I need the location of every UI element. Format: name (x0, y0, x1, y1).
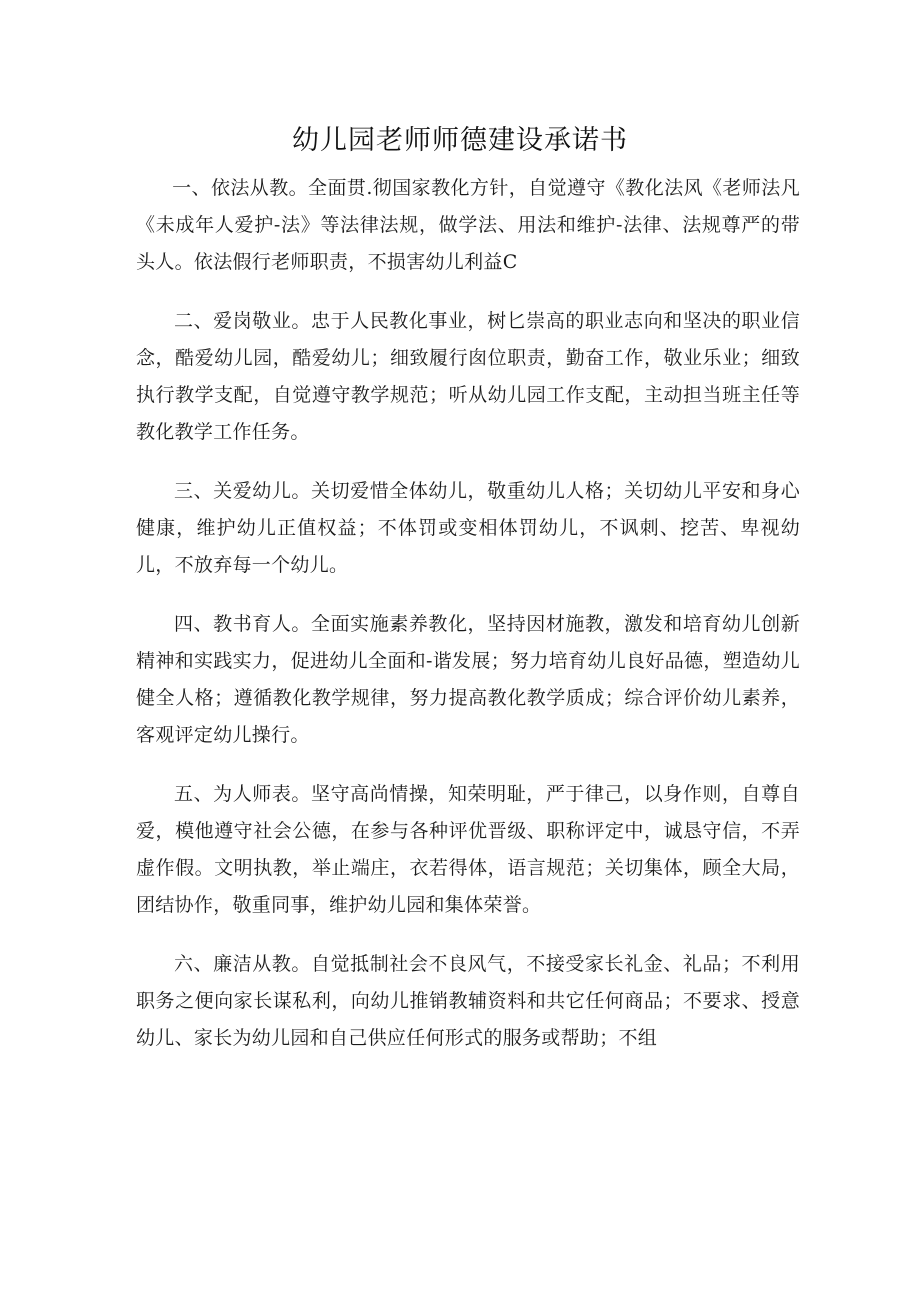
paragraph-education: 四、教书育人。全面实施素养教化，坚持因材施教，激发和培育幼儿创新精神和实践实力，促进幼儿全面和-谐发展；努力培育幼儿良好品德，塑造幼儿健全人格；遵循教化教学规律，努力提高教化教学质成；综合评价幼儿素养，客观评定幼儿操行。 (136, 613, 800, 746)
paragraph-law: 一、依法从教。全面贯.彻国家教化方针，自觉遵守《教化法风《老师法凡《未成年人爱护-法》等法律法规，做学法、用法和维护-法律、法规尊严的带头人。依法假行老师职责，不损害幼儿利益C (136, 177, 800, 273)
paragraph-care: 三、关爱幼儿。关切爱惜全体幼儿，敬重幼儿人格；关切幼儿平安和身心健康，维护幼儿正值权益；不体罚或变相体罚幼儿，不讽刺、挖苦、卑视幼儿，不放弃每一个幼儿。 (136, 480, 800, 576)
paragraph-dedication: 二、爱岗敬业。忠于人民教化事业，树匕崇高的职业志向和坚决的职业信念，酷爱幼儿园，酷爱幼儿；细致履行囱位职责，勤奋工作，敬业乐业；细致执行教学支配，自觉遵守教学规范；听从幼儿园工作支配，主动担当班主任等教化教学工作任务。 (136, 310, 800, 443)
document-body (136, 170, 800, 1079)
paragraph-role-model: 五、为人师表。坚守高尚情操，知荣明耻，严于律己，以身作则，自尊自爱，模他遵守社会公德，在参与各种评优晋级、职称评定中，诚恳守信，不弄虚作假。文明执教，举止端庄，衣若得体，语言规范；关切集体，顾全大局，团结协作，敬重同事，维护幼儿园和集体荣誉。 (136, 783, 800, 916)
paragraph-integrity: 六、廉洁从教。自觉抵制社会不良风气，不接受家长礼金、礼品；不利用职务之便向家长谋私利，向幼儿推销教辅资料和共它任何商品；不要求、授意幼儿、家长为幼儿园和自己供应任何形式的服务或帮助；不组 (136, 953, 800, 1049)
document-title: 幼儿园老师师德建设承诺书 (292, 125, 628, 156)
